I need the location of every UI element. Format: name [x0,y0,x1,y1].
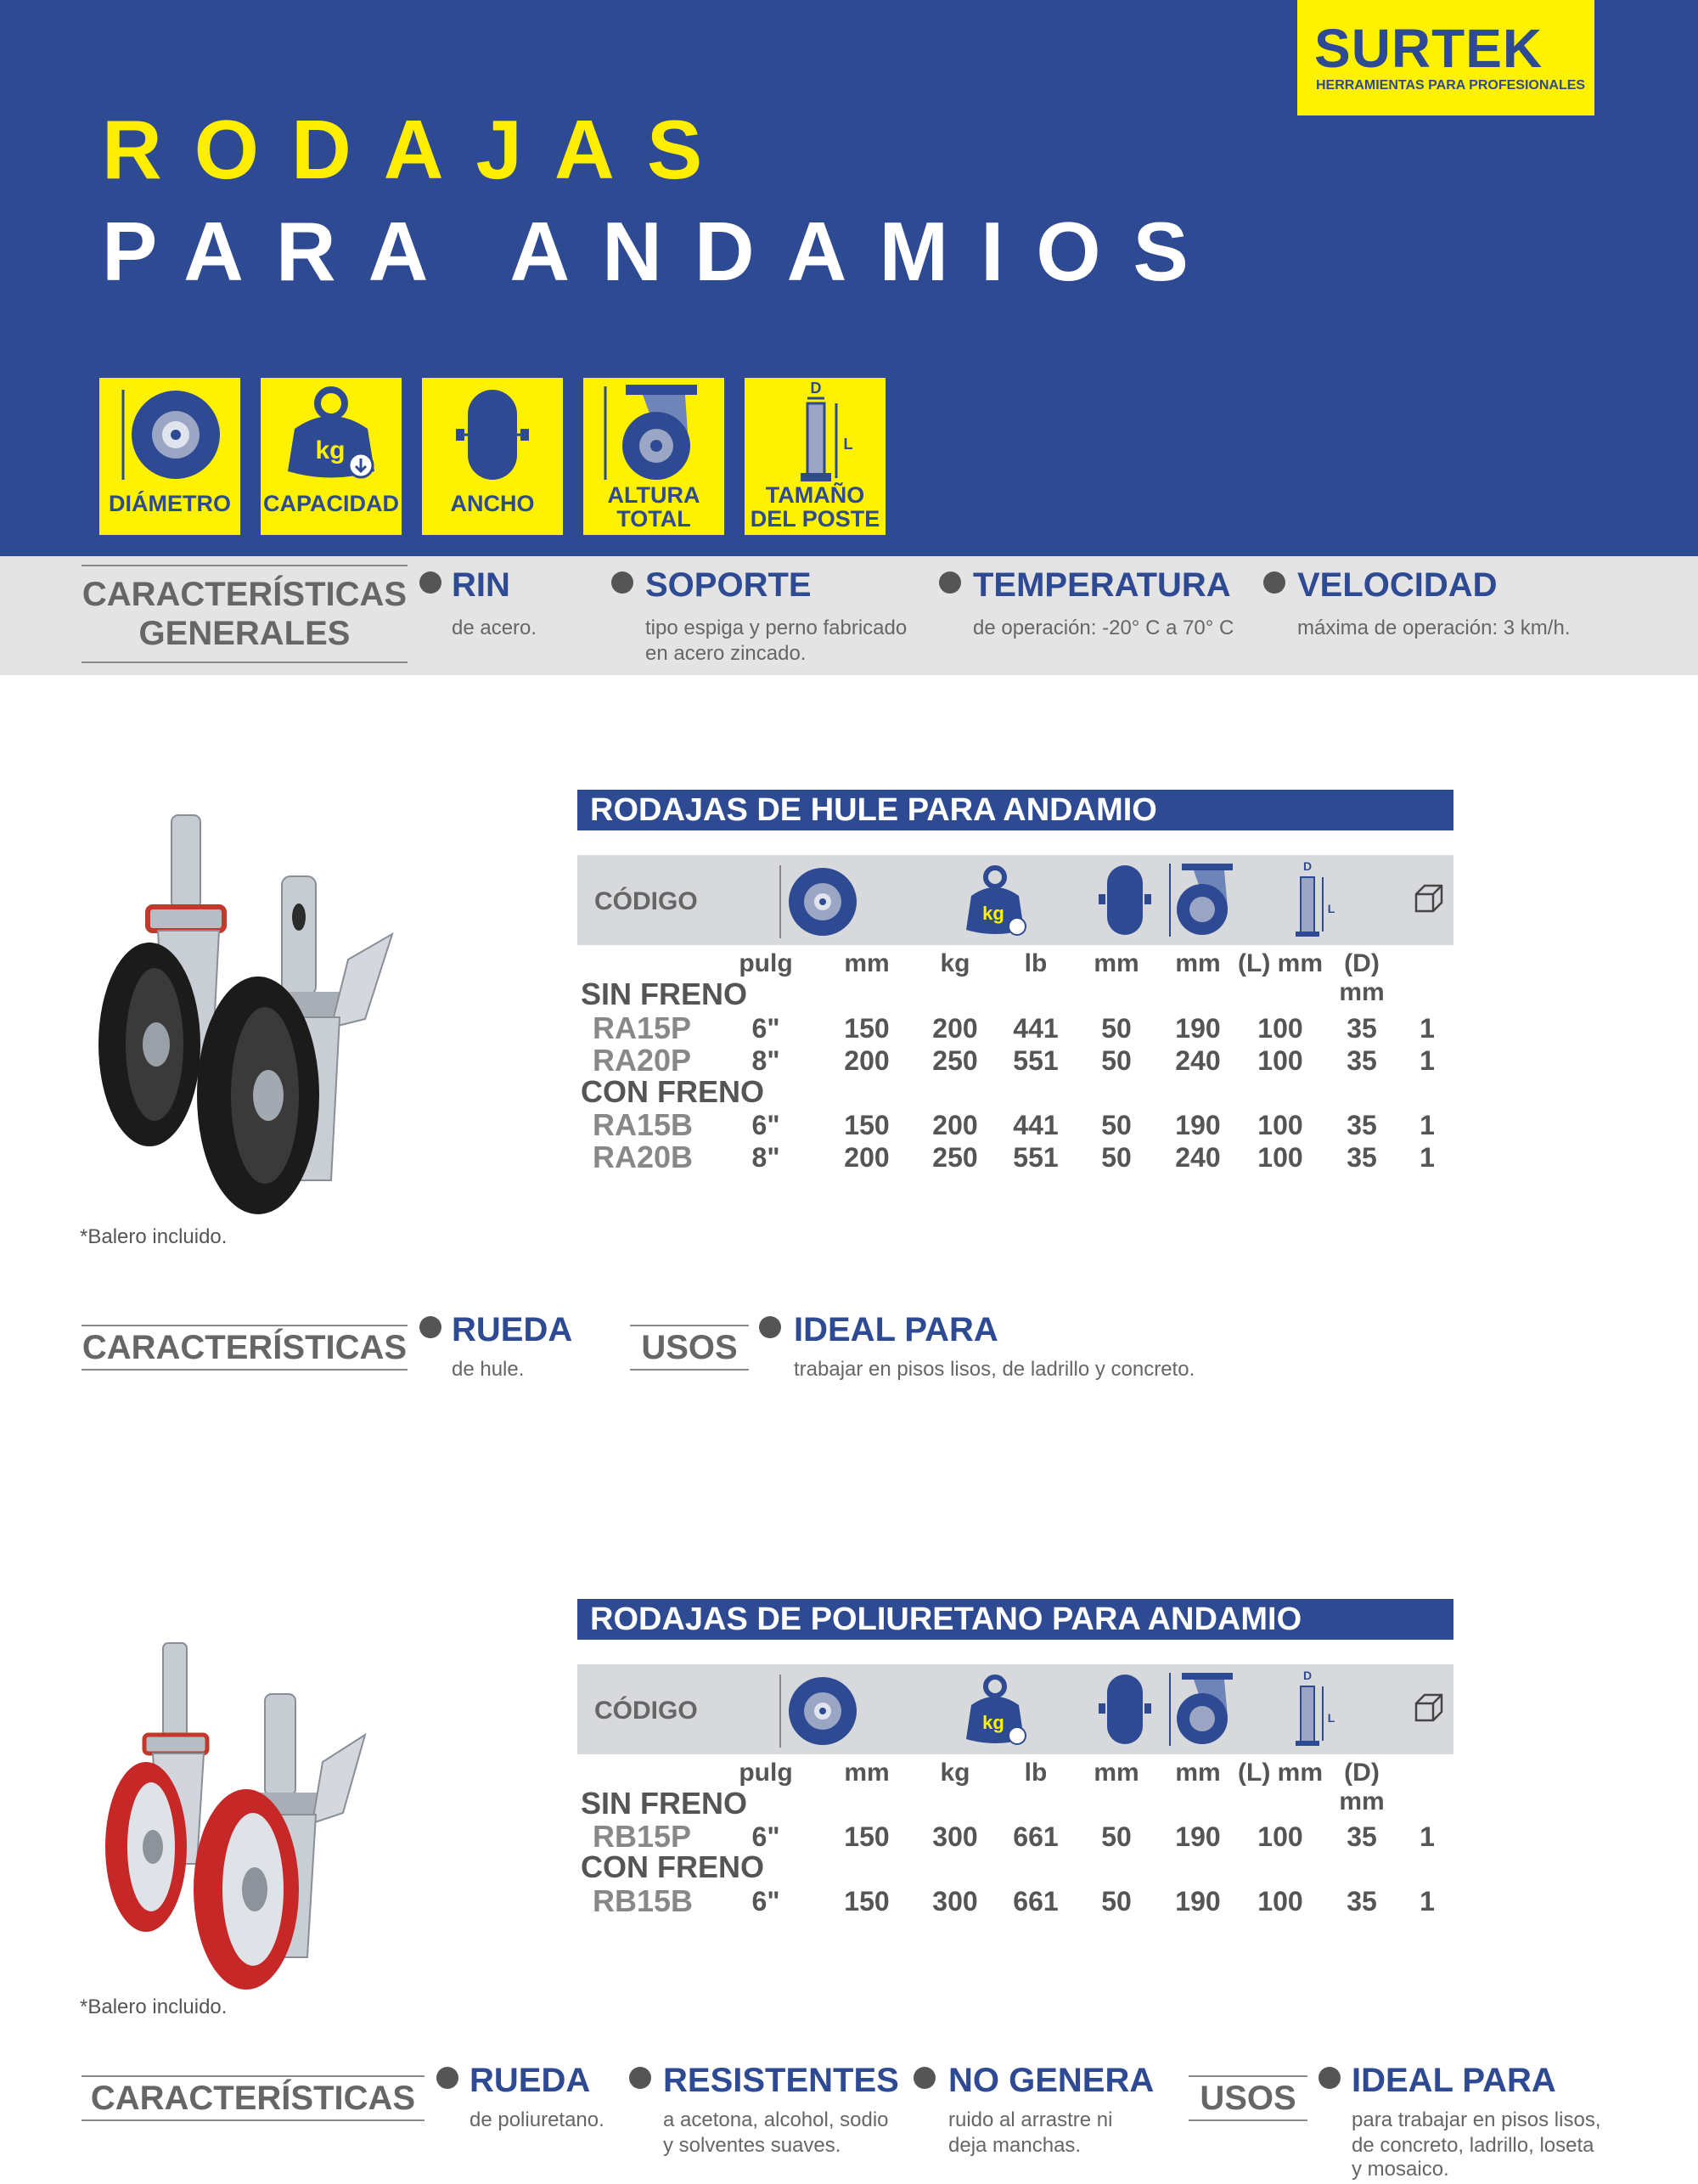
brand-tagline: HERRAMIENTAS PARA PROFESIONALES [1316,78,1586,93]
svg-text:L: L [1327,902,1335,915]
rule-top [82,2075,424,2077]
poly-uses-desc-2: de concreto, ladrillo, loseta [1352,2134,1594,2157]
cell-l: 100 [1257,1886,1303,1917]
post-size-icon [1290,858,1341,940]
cell-pulg: 8" [751,1045,780,1076]
cell-altura: 240 [1175,1142,1221,1173]
cell-ancho: 50 [1101,1821,1132,1852]
unit-lb: lb [1024,1759,1048,1787]
row-code: RA15B [593,1107,694,1142]
cell-qty: 1 [1420,1886,1435,1917]
width-label: ANCHO [450,491,535,516]
poly-feature-nogenera-title: NO GENERA [948,2062,1155,2099]
height-tile [583,378,724,535]
svg-text:L: L [1327,1711,1335,1725]
weight-capacity-icon [963,1669,1031,1751]
bullet-icon [1318,2067,1341,2089]
caster-height-icon [1163,858,1240,940]
rubber-uses-label: USOS [641,1329,738,1366]
wheel-diameter-icon [784,864,861,940]
cell-l: 100 [1257,1142,1303,1173]
unit-l-mm: (L) mm [1238,949,1323,977]
unit-mm: mm [844,1759,890,1787]
svg-text:D: D [1302,1669,1313,1682]
poly-char-label: CARACTERÍSTICAS [90,2080,416,2117]
group-con-freno: CON FRENO [581,1849,764,1884]
feature-velocidad-title: VELOCIDAD [1297,566,1498,604]
rule-top [1189,2075,1307,2077]
cell-d: 35 [1347,1110,1377,1140]
wheel-diameter-icon [99,378,240,497]
codigo-header: CÓDIGO [594,887,698,915]
capacity-tile [261,378,402,535]
bullet-icon [611,571,633,594]
wheel-diameter-icon [784,1673,861,1749]
bullet-icon [419,571,441,594]
poly-feature-rueda-desc: de poliuretano. [469,2108,604,2131]
wheel-width-icon [1095,862,1155,938]
cell-qty: 1 [1420,1821,1435,1852]
poly-uses-desc-1: para trabajar en pisos lisos, [1352,2108,1601,2131]
cell-l: 100 [1257,1821,1303,1852]
page-title-line1: RODAJAS [102,103,735,196]
rubber-table-title: RODAJAS DE HULE PARA ANDAMIO [577,790,1453,830]
header-banner [0,0,1698,556]
cell-lb: 441 [1013,1110,1059,1140]
width-tile [422,378,563,535]
cell-ancho: 50 [1101,1110,1132,1140]
diameter-label: DIÁMETRO [109,491,231,516]
unit-d-mm: (D) mm [1339,1759,1385,1815]
poly-feature-resistentes-desc-2: y solventes suaves. [663,2134,841,2157]
feature-soporte-title: SOPORTE [645,566,812,604]
feature-rin-desc: de acero. [452,616,537,639]
brand-name: SURTEK [1314,18,1543,79]
cell-mm: 150 [844,1013,890,1044]
rubber-table-header [577,855,1453,945]
bullet-icon [759,1316,781,1338]
unit-kg: kg [940,949,970,977]
cell-kg: 250 [932,1142,978,1173]
cell-d: 35 [1347,1142,1377,1173]
cell-lb: 661 [1013,1886,1059,1917]
cell-pulg: 6" [751,1886,780,1917]
cell-ancho: 50 [1101,1886,1132,1917]
cell-lb: 661 [1013,1821,1059,1852]
feature-temperatura-desc: de operación: -20° C a 70° C [973,616,1234,639]
cell-d: 35 [1347,1886,1377,1917]
cell-lb: 551 [1013,1045,1059,1076]
rule-bottom [630,1369,749,1371]
wheel-width-icon [1095,1671,1155,1748]
general-characteristics-band [0,556,1698,675]
bullet-icon [436,2067,458,2089]
poly-uses-title: IDEAL PARA [1352,2062,1556,2099]
polyurethane-caster-image [85,1635,416,1991]
caster-height-icon [1163,1668,1240,1749]
cell-d: 35 [1347,1013,1377,1044]
rubber-note: *Balero incluido. [80,1225,228,1248]
cell-ancho: 50 [1101,1142,1132,1173]
post-size-icon [745,378,886,488]
row-code: RA15P [593,1010,692,1045]
unit-kg: kg [940,1759,970,1787]
cell-kg: 300 [932,1886,978,1917]
rubber-uses-desc: trabajar en pisos lisos, de ladrillo y concreto. [794,1358,1195,1381]
bullet-icon [419,1316,441,1338]
feature-soporte-desc-2: en acero zincado. [645,642,807,665]
cell-altura: 190 [1175,1013,1221,1044]
rule-bottom [82,661,408,663]
cell-mm: 200 [844,1045,890,1076]
height-label-2: TOTAL [616,506,691,532]
rule-top [82,565,408,566]
feature-rin-title: RIN [452,566,510,604]
unit-mm: mm [1094,949,1139,977]
feature-temperatura-title: TEMPERATURA [973,566,1231,604]
unit-mm: mm [844,949,890,977]
cell-qty: 1 [1420,1045,1435,1076]
feature-velocidad-desc: máxima de operación: 3 km/h. [1297,616,1571,639]
rule-bottom [82,2119,424,2121]
rubber-uses-title: IDEAL PARA [794,1311,998,1348]
row-code: RB15P [593,1819,692,1854]
unit-mm: mm [1094,1759,1139,1787]
cell-pulg: 6" [751,1110,780,1140]
poly-table-header [577,1664,1453,1754]
general-label-2: GENERALES [138,615,351,652]
cell-pulg: 6" [751,1013,780,1044]
rubber-char-title: RUEDA [452,1311,573,1348]
rubber-caster-image [76,807,433,1223]
cell-kg: 200 [932,1110,978,1140]
cell-kg: 200 [932,1013,978,1044]
group-sin-freno: SIN FRENO [581,1786,748,1821]
cell-l: 100 [1257,1013,1303,1044]
unit-mm: mm [1175,1759,1221,1787]
weight-capacity-icon [963,860,1031,942]
post-letter-d: D [810,380,822,397]
unit-l-mm: (L) mm [1238,1759,1323,1787]
cell-ancho: 50 [1101,1013,1132,1044]
poly-note: *Balero incluido. [80,1995,228,2018]
cell-l: 100 [1257,1045,1303,1076]
box-icon [1413,882,1447,916]
bullet-icon [914,2067,936,2089]
row-code: RA20B [593,1140,694,1174]
cell-qty: 1 [1420,1013,1435,1044]
post-tile [745,378,886,535]
cell-qty: 1 [1420,1142,1435,1173]
cell-d: 35 [1347,1045,1377,1076]
cell-pulg: 6" [751,1821,780,1852]
rubber-char-desc: de hule. [452,1358,525,1381]
cell-qty: 1 [1420,1110,1435,1140]
height-label-1: ALTURA [607,482,700,508]
svg-text:kg: kg [982,1712,1004,1733]
post-size-icon [1290,1668,1341,1749]
row-code: RA20P [593,1043,692,1078]
unit-mm: mm [1175,949,1221,977]
svg-text:D: D [1302,859,1313,873]
unit-pulg: pulg [739,1759,793,1787]
rule-top [630,1325,749,1326]
rule-bottom [1189,2119,1307,2121]
group-con-freno: CON FRENO [581,1074,764,1109]
wheel-width-icon [422,378,563,497]
cell-lb: 441 [1013,1013,1059,1044]
unit-d-mm: (D) mm [1339,949,1385,1006]
cell-altura: 190 [1175,1110,1221,1140]
poly-feature-resistentes-title: RESISTENTES [663,2062,899,2099]
cell-kg: 250 [932,1045,978,1076]
diameter-tile [99,378,240,535]
cell-mm: 200 [844,1142,890,1173]
rubber-char-label: CARACTERÍSTICAS [82,1329,408,1366]
cell-d: 35 [1347,1821,1377,1852]
box-icon [1413,1691,1447,1725]
poly-feature-rueda-title: RUEDA [469,2062,591,2099]
weight-capacity-icon [261,378,402,497]
general-label-1: CARACTERÍSTICAS [82,576,408,613]
cell-altura: 190 [1175,1821,1221,1852]
cell-pulg: 8" [751,1142,780,1173]
cell-kg: 300 [932,1821,978,1852]
post-label-2: DEL POSTE [750,506,880,532]
post-letter-l: L [843,436,853,453]
bullet-icon [1263,571,1285,594]
cell-l: 100 [1257,1110,1303,1140]
poly-table-title: RODAJAS DE POLIURETANO PARA ANDAMIO [577,1599,1453,1640]
cell-mm: 150 [844,1821,890,1852]
rule-bottom [82,1369,408,1371]
codigo-header: CÓDIGO [594,1697,698,1725]
caster-height-icon [583,378,724,488]
bullet-icon [939,571,961,594]
unit-lb: lb [1024,949,1048,977]
svg-text:kg: kg [982,903,1004,924]
page-title-line2: PARA ANDAMIOS [102,205,1221,298]
cell-lb: 551 [1013,1142,1059,1173]
poly-feature-nogenera-desc-1: ruido al arrastre ni [948,2108,1113,2131]
group-sin-freno: SIN FRENO [581,977,748,1011]
cell-ancho: 50 [1101,1045,1132,1076]
cell-mm: 150 [844,1110,890,1140]
bullet-icon [629,2067,651,2089]
poly-feature-resistentes-desc-1: a acetona, alcohol, sodio [663,2108,889,2131]
brand-logo [1297,0,1594,115]
svg-text:kg: kg [315,436,346,464]
poly-feature-nogenera-desc-2: deja manchas. [948,2134,1082,2157]
unit-pulg: pulg [739,949,793,977]
poly-uses-label: USOS [1200,2080,1296,2117]
cell-altura: 240 [1175,1045,1221,1076]
capacity-label: CAPACIDAD [263,491,399,516]
poly-uses-desc-3: y mosaico. [1352,2158,1449,2181]
feature-soporte-desc-1: tipo espiga y perno fabricado [645,616,908,639]
row-code: RB15B [593,1883,694,1918]
header-separator [779,865,781,938]
rule-top [82,1325,408,1326]
header-separator [779,1675,781,1748]
cell-altura: 190 [1175,1886,1221,1917]
post-label-1: TAMAÑO [765,482,865,508]
cell-mm: 150 [844,1886,890,1917]
